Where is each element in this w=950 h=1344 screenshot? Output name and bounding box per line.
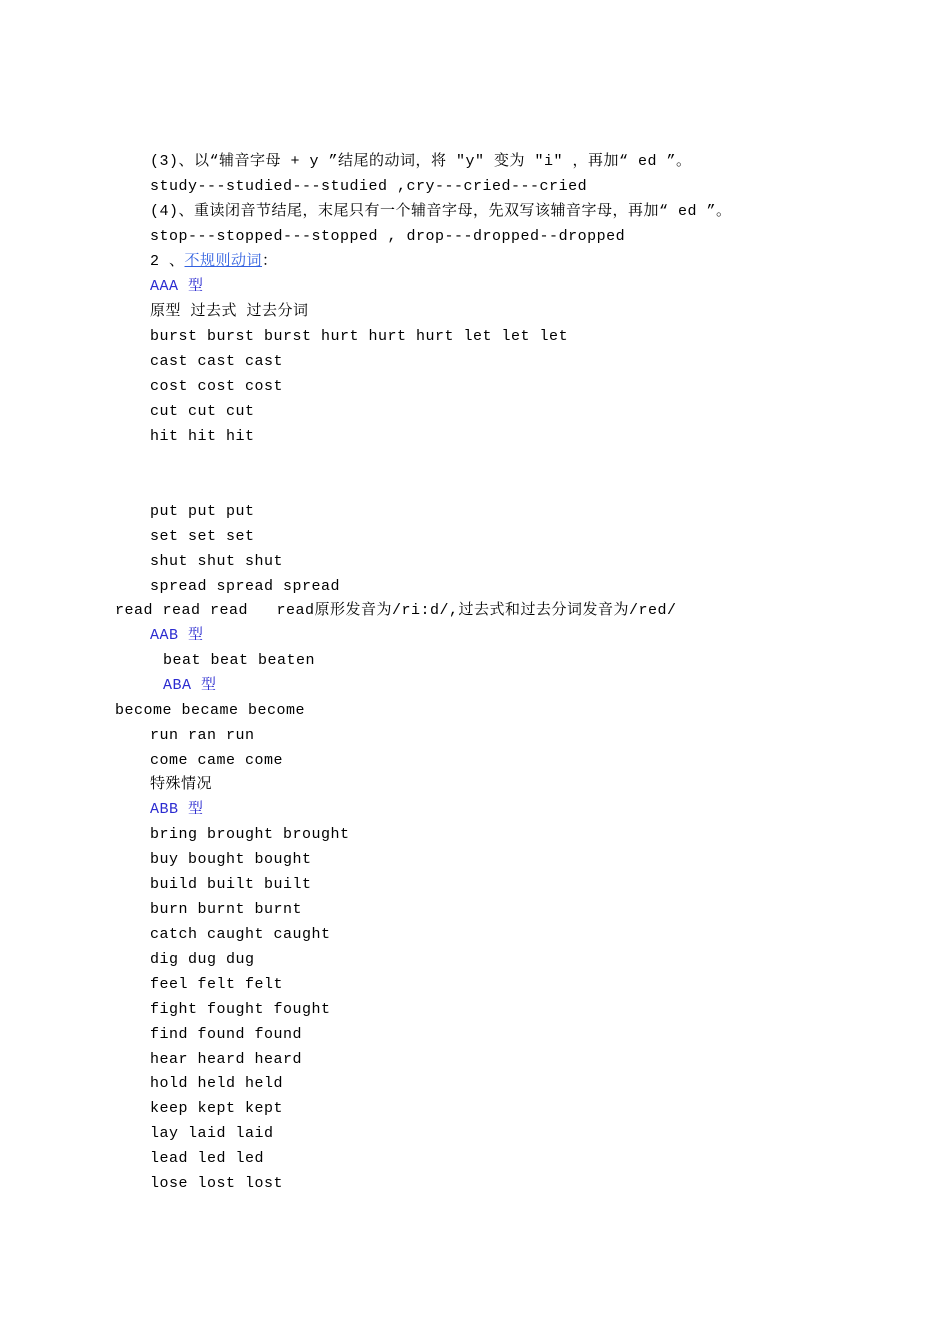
aba-heading: ABA 型 <box>163 677 217 694</box>
verb-row: buy bought bought <box>150 851 312 868</box>
verb-row: hold held held <box>150 1075 284 1092</box>
verb-row: set set set <box>150 528 255 545</box>
aaa-heading: AAA 型 <box>150 278 204 295</box>
verb-row: build built built <box>150 876 312 893</box>
verb-row: catch caught caught <box>150 926 331 943</box>
verb-row: keep kept kept <box>150 1100 284 1117</box>
verb-row: hit hit hit <box>150 428 255 445</box>
verb-row: run ran run <box>150 727 255 744</box>
verb-row: find found found <box>150 1026 303 1043</box>
irregular-verbs-heading <box>150 249 278 274</box>
verb-row: put put put <box>150 503 255 520</box>
verb-row: fight fought fought <box>150 1001 331 1018</box>
verb-row: bring brought brought <box>150 826 350 843</box>
verb-row: lose lost lost <box>150 1175 284 1192</box>
verb-row: hear heard heard <box>150 1051 303 1068</box>
verb-row: feel felt felt <box>150 976 284 993</box>
verb-row: spread spread spread <box>150 578 341 595</box>
verb-row: shut shut shut <box>150 553 284 570</box>
irregular-verbs-link[interactable]: 不规则动词 <box>184 253 263 270</box>
verb-row: burst burst burst hurt hurt hurt let let let <box>150 328 569 345</box>
verb-row: lead led led <box>150 1150 265 1167</box>
verb-row: cast cast cast <box>150 353 284 370</box>
rule-3-example: study---studied---studied ,cry---cried---cried <box>150 178 588 195</box>
aaa-column-labels: 原型 过去式 过去分词 <box>150 303 309 320</box>
verb-row: lay laid laid <box>150 1125 274 1142</box>
rule-4-text: (4)、重读闭音节结尾，末尾只有一个辅音字母，先双写该辅音字母，再加“ ed ”。 <box>150 203 732 220</box>
irregular-prefix: 2 、 <box>150 253 185 270</box>
irregular-suffix: ： <box>262 253 278 270</box>
verb-row: cost cost cost <box>150 378 284 395</box>
verb-row: burn burnt burnt <box>150 901 303 918</box>
read-row: read read read read原形发音为/ri:d/,过去式和过去分词发音为/red/ <box>115 602 677 619</box>
verb-row: come came come <box>150 752 284 769</box>
verb-row: cut cut cut <box>150 403 255 420</box>
verb-row: dig dug dug <box>150 951 255 968</box>
abb-heading: ABB 型 <box>150 801 204 818</box>
special-case-label: 特殊情况 <box>150 776 213 793</box>
aab-heading: AAB 型 <box>150 627 204 644</box>
rule-3-text: (3)、以“辅音字母 + y ”结尾的动词，将 "y" 变为 "i" ，再加“ ed ”。 <box>150 153 692 170</box>
verb-row: beat beat beaten <box>163 652 316 669</box>
verb-row: become became become <box>115 702 306 719</box>
rule-4-example: stop---stopped---stopped , drop---dropped--dropped <box>150 228 626 245</box>
